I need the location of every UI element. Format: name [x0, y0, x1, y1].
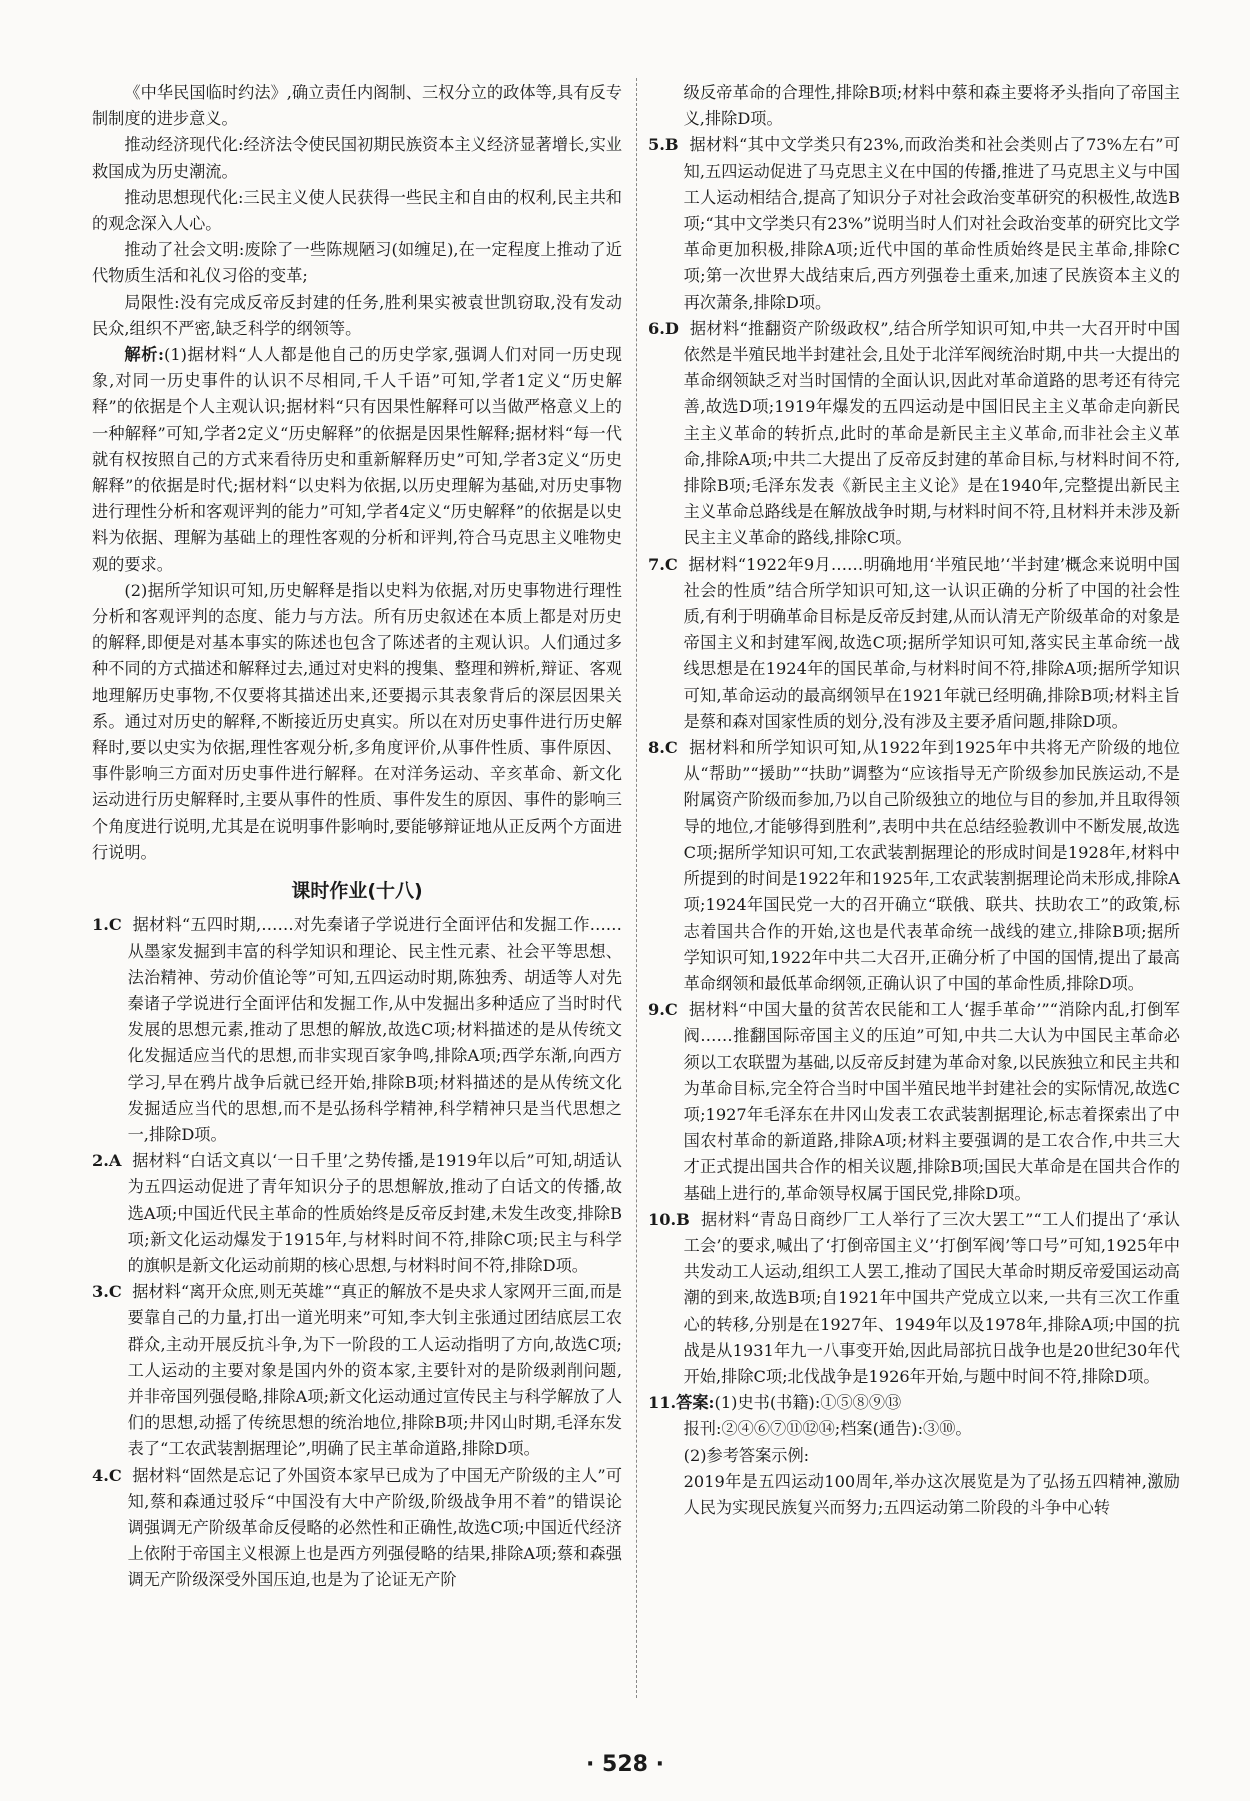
question-item — [648, 997, 1180, 1207]
analysis-paragraph — [92, 342, 622, 578]
answer-paragraph: 《中华民国临时约法》,确立责任内阁制、三权分立的政体等,具有反专制制度的进步意义。 — [92, 83, 622, 129]
question-explanation: 据材料“中国大量的贫苦农民能和工人‘握手革命’”“消除内乱,打倒军阀……推翻国际帝国主义的压迫”可知,中共二大认为中国民主革命必须以工农联盟为基础,以反帝反封建为革命对象,以民族独立和民主共和为革命目标,完全符合当时中国半殖民地半封建社会的实际情况,故选C项;1927年毛泽东在井冈山发表工农武装割据理论,标志着探索出了中国农村革命的新道路,排除A项;材料主要强调的是工农合作,中共三大才正式提出国共合作的相关议题,排除B项;国民大革命是在国共合作的基础上进行的,革命领导权属于国民党,排除D项。 — [683, 1000, 1180, 1203]
answer-paragraph: 推动经济现代化:经济法令使民国初期民族资本主义经济显著增长,实业救国成为历史潮流。 — [92, 135, 622, 181]
question-number: 7.C — [648, 554, 678, 574]
analysis-text: (1)据材料“人人都是他自己的历史学家,强调人们对同一历史现象,对同一历史事件的认识不尽相同,千人千语”可知,学者1定义“历史解释”的依据是个人主观认识;据材料“只有因果性解释可以当做严格意义上的一种解释”可知,学者2定义“历史解释”的依据是因果性解释;据材料“每一代就有权按照自己的方式来看待历史和重新解释历史”可知,学者3定义“历史解释”的依据是时代;据材料“以史料为依据,以历史理解为基础,对历史事物进行理性分析和客观评判的能力”可知,学者4定义“历史解释”的依据是以史料为依据、理解为基础上的理性客观的分析和评判,符合马克思主义唯物史观的要求。 — [92, 345, 622, 574]
question-number: 11. — [648, 1393, 677, 1413]
question-item — [648, 1207, 1180, 1390]
question-explanation: 据材料“其中文学类只有23%,而政治类和社会类则占了73%左右”可知,五四运动促进了马克思主义在中国的传播,推进了马克思主义与中国工人运动相结合,提高了知识分子对社会政治变革研究的积极性,故选B项;“其中文学类只有23%”说明当时人们对社会政治变革的研究比文学革命更加积极,排除A项;近代中国的革命性质始终是民主革命,排除C项;第一次世界大战结束后,西方列强卷土重来,加速了民族资本主义的再次萧条,排除D项。 — [683, 135, 1181, 312]
question-item — [92, 1148, 622, 1279]
question-number: 1.C — [92, 915, 122, 935]
question-item — [648, 735, 1180, 997]
question-item — [648, 552, 1180, 735]
section-title: 课时作业(十八) — [291, 880, 423, 903]
right-column — [648, 80, 1180, 1521]
analysis-label: 解析: — [124, 345, 164, 365]
question-explanation: 据材料“白话文真以‘一日千里’之势传播,是1919年以后”可知,胡适认为五四运动促进了青年知识分子的思想解放,推动了白话文的传播,故选A项;中国近代民主革命的性质始终是反帝反封建,未发生改变,排除B项;新文化运动爆发于1915年,与材料时间不符,排除C项;民主与科学的旗帜是新文化运动前期的核心思想,与材料时间不符,排除D项。 — [127, 1151, 622, 1275]
question-number: 8.C — [648, 738, 678, 758]
question-number: 10.B — [648, 1209, 690, 1229]
question-explanation: 据材料和所学知识可知,从1922年到1925年中共将无产阶级的地位从“帮助”“援助”“扶助”调整为“应该指导无产阶级参加民族运动,不是附属资产阶级而参加,乃以自己阶级独立的地位与目的参加,并且取得领导的地位,才能够得到胜利”,表明中共在总结经验教训中不断发展,故选C项;据所学知识可知,工农武装割据理论的形成时间是1928年,材料中所提到的时间是1922年和1925年,工农武装割据理论尚未形成,排除A项;1924年国民党一大的召开确立“联俄、联共、扶助农工”的政策,标志着国共合作的开始,这也是代表革命统一战线的建立,排除B项;据所学知识可知,1922年中共二大召开,正确分析了中国的国情,提出了最高革命纲领和最低革命纲领,正确认识了中国的革命性质,排除D项。 — [683, 738, 1180, 993]
answer-line: 报刊:②④⑥⑦⑪⑫⑭;档案(通告):③⑩。 — [683, 1419, 972, 1439]
answer-paragraph: 局限性:没有完成反帝反封建的任务,胜利果实被袁世凯窃取,没有发动民众,组织不严密,缺乏科学的纲领等。 — [92, 292, 622, 338]
question-explanation: 据材料“1922年9月……明确地用‘半殖民地’‘半封建’概念来说明中国社会的性质”结合所学知识可知,这一认识正确的分析了中国的社会性质,有利于明确革命目标是反帝反封建,从而认清无产阶级革命的对象是帝国主义和封建军阀,故选C项;据所学知识可知,落实民主革命统一战线思想是在1924年的国民革命,与材料时间不符,排除A项;据所学知识可知,革命运动的最高纲领早在1921年就已经明确,排除B项;材料主旨是蔡和森对国家性质的划分,没有涉及主要矛盾问题,排除D项。 — [683, 554, 1180, 731]
question-number: 5.B — [648, 135, 679, 155]
question-item — [648, 132, 1180, 315]
analysis-paragraph-2: (2)据所学知识可知,历史解释是指以史料为依据,对历史事物进行理性分析和客观评判的态度、能力与方法。所有历史叙述在本质上都是对历史的解释,即便是对基本事实的陈述也包含了陈述者的主观认识。人们通过多种不同的方式描述和解释过去,通过对史料的搜集、整理和辨析,辩证、客观地理解历史事物,不仅要将其描述出来,还要揭示其表象背后的深层因果关系。通过对历史的解释,不断接近历史真实。所以在对历史事件进行历史解释时,要以史实为依据,理性客观分析,多角度评价,从事件性质、事件原因、事件影响三方面对历史事件进行解释。在对洋务运动、辛亥革命、新文化运动进行历史解释时,主要从事件的性质、事件发生的原因、事件的影响三个角度进行说明,尤其是在说明事件影响时,要能够辩证地从正反两个方面进行说明。 — [92, 580, 622, 862]
answer-label: 答案: — [676, 1393, 715, 1413]
page-number: · 528 · — [586, 1752, 664, 1777]
question-item — [92, 912, 622, 1148]
answer-line: 2019年是五四运动100周年,举办这次展览是为了弘扬五四精神,激励人民为实现民族复兴而努力;五四运动第二阶段的斗争中心转 — [683, 1471, 1180, 1517]
question-number: 3.C — [92, 1282, 122, 1302]
question-number: 9.C — [648, 1000, 678, 1020]
question-explanation: 据材料“离开众庶,则无英雄”“真正的解放不是央求人家网开三面,而是要靠自己的力量,打出一道光明来”可知,李大钊主张通过团结底层工农群众,主动开展反抗斗争,为下一阶段的工人运动指明了方向,故选C项;工人运动的主要对象是国内外的资本家,主要针对的是阶级剥削问题,并非帝国列强侵略,排除A项;新文化运动通过宣传民主与科学解放了人们的思想,动摇了传统思想的统治地位,排除B项;井冈山时期,毛泽东发表了“工农武装割据理论”,明确了民主革命道路,排除D项。 — [127, 1282, 622, 1459]
question-explanation: 据材料“推翻资产阶级政权”,结合所学知识可知,中共一大召开时中国依然是半殖民地半封建社会,且处于北洋军阀统治时期,中共一大提出的革命纲领缺乏对当时国情的全面认识,因此对革命道路的思考还有待完善,故选D项;1919年爆发的五四运动是中国旧民主主义革命走向新民主主义革命的转折点,此时的革命是新民主主义革命,而非社会主义革命,排除A项;中共二大提出了反帝反封建的革命目标,与材料时间不符,排除B项;毛泽东发表《新民主主义论》是在1940年,完整提出新民主主义革命总路线是在解放战争时期,与材料时间不符,且材料并未涉及新民主主义革命的路线,排除C项。 — [683, 318, 1181, 548]
answer-line: (2)参考答案示例: — [683, 1445, 810, 1465]
question-number: 6.D — [648, 318, 679, 338]
question-number: 2.A — [92, 1151, 122, 1171]
question-explanation: 据材料“青岛日商纱厂工人举行了三次大罢工”“工人们提出了‘承认工会’的要求,喊出了‘打倒帝国主义’‘打倒军阀’等口号”可知,1925年中共发动工人运动,组织工人罢工,推动了国民大革命时期反帝爱国运动高潮的到来,故选B项;自1921年中国共产党成立以来,一共有三次工作重心的转移,分别是在1927年、1949年以及1978年,排除A项;中国的抗战是从1931年九一八事变开始,因此局部抗日战争也是20世纪30年代开始,排除C项;北伐战争是1926年开始,与题中时间不符,排除D项。 — [683, 1209, 1180, 1386]
question-item — [92, 1463, 622, 1594]
question-item — [92, 1279, 622, 1462]
column-divider — [636, 78, 637, 1698]
question-number: 4.C — [92, 1465, 122, 1485]
left-column — [92, 80, 622, 1594]
answer-paragraph: 推动思想现代化:三民主义使人民获得一些民主和自由的权利,民主共和的观念深入人心。 — [92, 187, 622, 234]
answer-paragraph: 推动了社会文明:废除了一些陈规陋习(如缠足),在一定程度上推动了近代物质生活和礼仪习俗的变革; — [92, 240, 622, 286]
question-item — [648, 316, 1180, 552]
question-explanation: 据材料“固然是忘记了外国资本家早已成为了中国无产阶级的主人”可知,蔡和森通过驳斥“中国没有大中产阶级,阶级战争用不着”的错误论调强调无产阶级革命反侵略的必然性和正确性,故选C项;中国近代经济上依附于帝国主义根源上也是西方列强侵略的结果,排除A项;蔡和森强调无产阶级深受外国压迫,也是为了论证无产阶 — [127, 1465, 622, 1590]
question-explanation: 据材料“五四时期,……对先秦诸子学说进行全面评估和发掘工作……从墨家发掘到丰富的科学知识和理论、民主性元素、社会平等思想、法治精神、劳动价值论等”可知,五四运动时期,陈独秀、胡适等人对先秦诸子学说进行全面评估和发掘工作,从中发掘出多种适应了当时时代发展的思想元素,推动了思想的解放,故选C项;材料描述的是从传统文化发掘适应当代的思想,而非实现百家争鸣,排除A项;西学东渐,向西方学习,早在鸦片战争后就已经开始,排除B项;材料描述的是从传统文化发掘适应当代的思想,而不是弘扬科学精神,科学精神只是当代思想之一,排除D项。 — [127, 915, 622, 1144]
question-11 — [648, 1390, 1180, 1416]
continued-text: 级反帝革命的合理性,排除B项;材料中蔡和森主要将矛头指向了帝国主义,排除D项。 — [683, 83, 1180, 129]
answer-line: (1)史书(书籍):①⑤⑧⑨⑬ — [714, 1393, 902, 1413]
